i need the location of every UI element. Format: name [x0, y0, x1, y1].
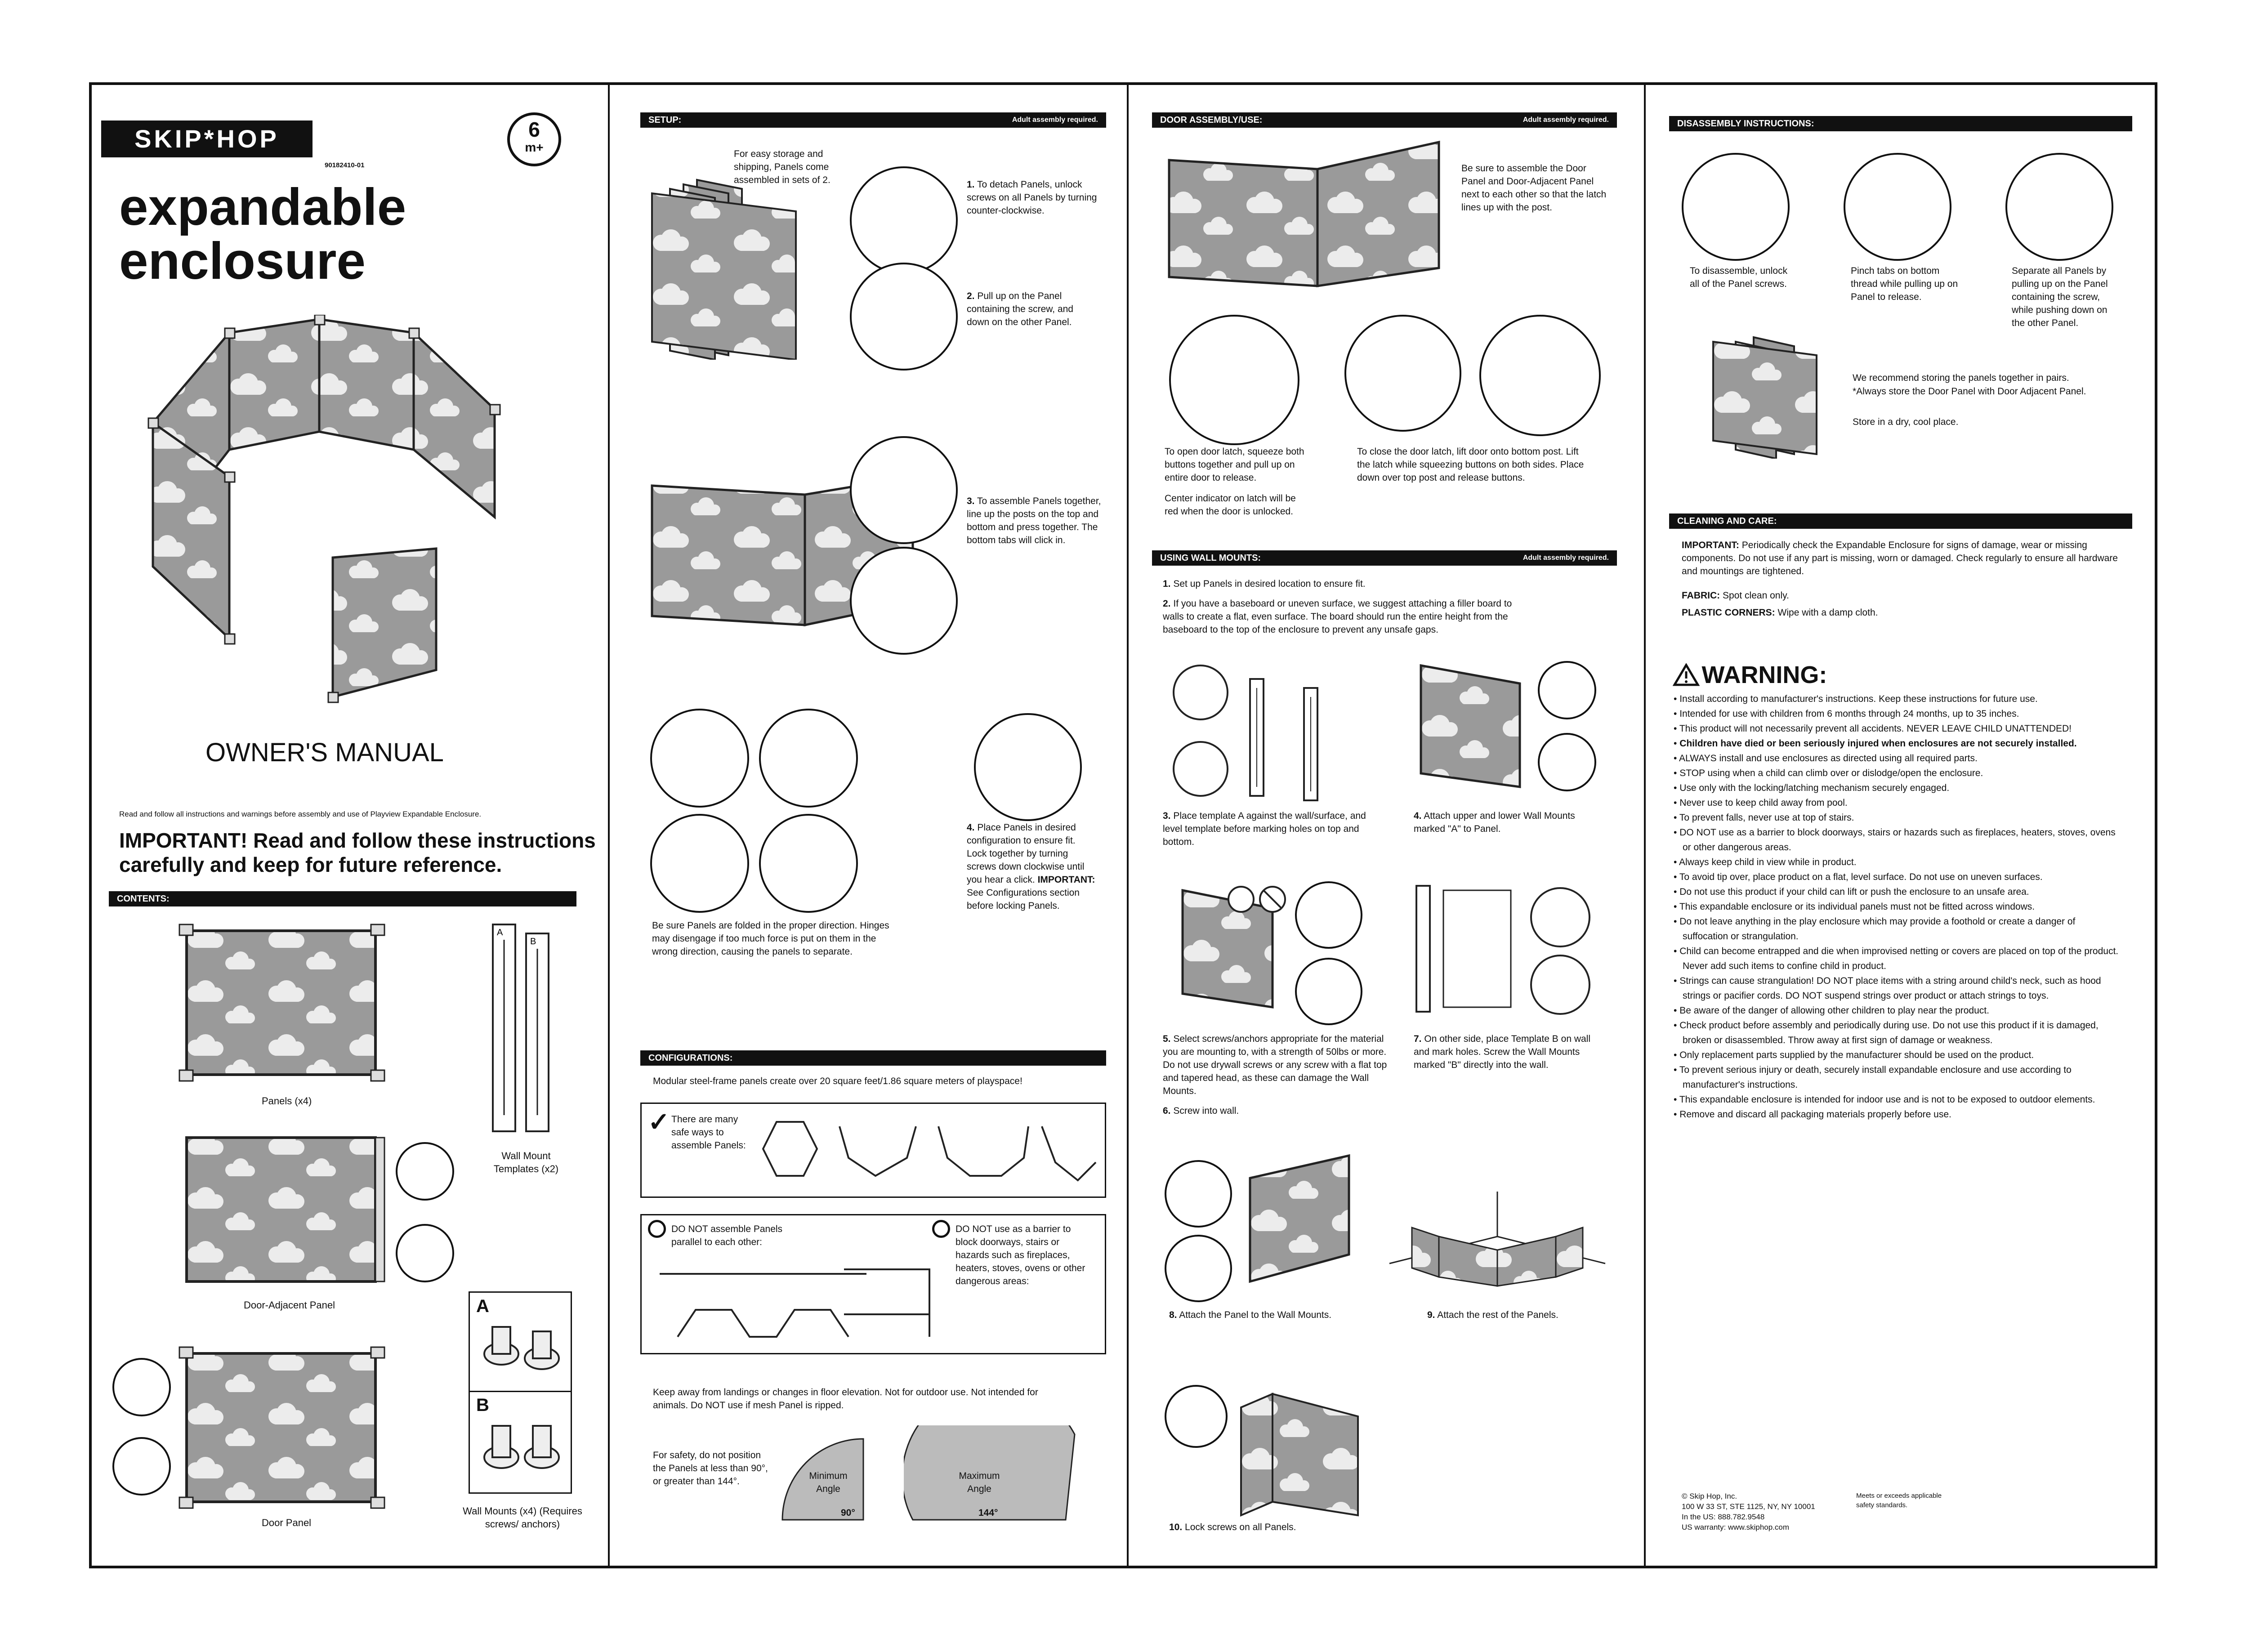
product-title-line1: expandable	[119, 178, 406, 236]
warning-item	[1674, 766, 2123, 781]
warning-item-text: Use only with the locking/latching mechanism securely engaged.	[1679, 783, 1950, 793]
open-latch-detail	[1169, 315, 1299, 445]
bullet: •	[1674, 827, 1680, 838]
bullet: •	[1674, 887, 1680, 897]
maximum-angle-label: Maximum Angle	[959, 1471, 1000, 1494]
bullet: •	[1674, 783, 1680, 793]
column-divider	[1127, 82, 1129, 1568]
minimum-angle-label: Minimum Angle	[809, 1471, 848, 1494]
footer-address: 100 W 33 ST, STE 1125, NY, NY 10001	[1682, 1502, 1815, 1511]
setup-step-1-number: 1.	[967, 179, 975, 190]
warning-item	[1674, 1048, 2123, 1063]
wall-mount-a-label: A	[476, 1296, 489, 1316]
bullet: •	[1674, 709, 1680, 719]
wall-step-9-number: 9.	[1427, 1310, 1435, 1320]
line-up-posts-detail	[850, 436, 958, 544]
warning-triangle-icon	[1673, 663, 1700, 687]
bullet: •	[1674, 946, 1680, 956]
bullet: •	[1674, 1094, 1679, 1105]
setup-step-3	[967, 495, 1102, 547]
stored-panels-illustration	[1704, 333, 1839, 459]
svg-text:B: B	[530, 937, 536, 947]
brand-logo: SKIP*HOP	[101, 121, 313, 157]
pinch-tabs-detail	[1844, 153, 1951, 261]
warning-item-text: Only replacement parts supplied by the manufacturer should be used on the product.	[1679, 1050, 2034, 1060]
door-assembly-header-label: DOOR ASSEMBLY/USE:	[1160, 115, 1263, 125]
setup-step-2-number: 2.	[967, 291, 975, 301]
warning-item-text: This product will not necessarily prevent all accidents. NEVER LEAVE CHILD UNATTENDED!	[1679, 723, 2072, 734]
wall-step-1-number: 1.	[1163, 579, 1171, 589]
pull-panel-detail	[850, 263, 958, 371]
important-notice-line2: carefully and keep for future reference.	[119, 853, 502, 876]
no-barrier-text: DO NOT use as a barrier to block doorways, stairs or hazards such as fireplaces, heaters, stoves, ovens or other dangerous areas:	[956, 1224, 1085, 1286]
wall-step-6-number: 6.	[1163, 1106, 1171, 1116]
wall-step-3	[1163, 809, 1379, 848]
warning-item	[1674, 706, 2123, 721]
warning-title	[1673, 661, 1827, 688]
wall-step-7-text: On other side, place Template B on wall and mark holes. Screw the Wall Mounts marked "B" directly into the wall.	[1414, 1034, 1591, 1070]
wall-step-4	[1414, 809, 1594, 835]
wall-step-1-text: Set up Panels in desired location to ensure fit.	[1173, 579, 1366, 589]
door-panel-illustration	[178, 1344, 393, 1520]
wall-mount-b-label: B	[476, 1395, 489, 1415]
setup-step-4-important-text: See Configurations section before locking Panels.	[967, 888, 1080, 911]
cleaning-plastic-label: PLASTIC CORNERS:	[1682, 607, 1775, 618]
mount-a-upper-detail	[1295, 881, 1362, 949]
configurations-header	[640, 1050, 1106, 1066]
separate-panels-detail	[2005, 153, 2113, 261]
setup-step-4	[967, 821, 1097, 912]
warning-item-text: This expandable enclosure or its individual panels must not be fitted across windows.	[1679, 902, 2035, 912]
bullet: •	[1674, 872, 1679, 882]
wall-step-10-text: Lock screws on all Panels.	[1185, 1522, 1296, 1532]
fold-correct-top-detail	[650, 709, 749, 808]
fold-correct-bottom-detail	[650, 814, 749, 913]
detail-circle	[112, 1358, 171, 1416]
warning-item	[1674, 884, 2123, 899]
disassembly-step-2: Pinch tabs on bottom thread while pulling up on Panel to release.	[1851, 266, 1958, 302]
cleaning-fabric-text: Spot clean only.	[1723, 590, 1789, 601]
disassembly-header	[1669, 116, 2132, 131]
wall-step-4-text: Attach upper and lower Wall Mounts marked "A" to Panel.	[1414, 811, 1575, 834]
wall-step-5-text: Select screws/anchors appropriate for the material you are mounting to, with a strength of 50lbs or more. Do not use drywall screws or any screw with a flat top and tapered head, as these can damage the Wall Mounts.	[1163, 1034, 1387, 1096]
warning-item	[1674, 1092, 2123, 1107]
wall-step-4-number: 4.	[1414, 811, 1422, 821]
stacked-panels-illustration	[643, 171, 832, 360]
warning-item-text: Strings can cause strangulation! DO NOT place items with a string around child's neck, such as hood strings or pacifier cords. DO NOT suspend strings over product or attach strings to toys.	[1679, 976, 2101, 1001]
wall-step-9-text: Attach the rest of the Panels.	[1437, 1310, 1558, 1320]
warning-item	[1674, 1107, 2123, 1122]
wall-step-7	[1414, 1032, 1603, 1072]
warning-item	[1674, 1063, 2123, 1092]
template-b-illustration	[1407, 877, 1605, 1021]
maximum-angle-value: 144°	[978, 1508, 998, 1518]
wall-step-2-number: 2.	[1163, 598, 1171, 609]
bullet: •	[1674, 1005, 1680, 1016]
warning-item	[1674, 721, 2123, 736]
mount-a-lower-detail	[1295, 958, 1362, 1025]
fold-wrong-top-detail	[759, 709, 858, 808]
setup-step-1-text: To detach Panels, unlock screws on all Panels by turning counter-clockwise.	[967, 179, 1097, 216]
storage-note-2: *Always store the Door Panel with Door Adjacent Panel.	[1853, 386, 2086, 397]
detail-circle	[396, 1224, 454, 1282]
door-adjacent-panel-illustration	[178, 1129, 402, 1299]
warning-title-text: WARNING:	[1701, 661, 1827, 688]
setup-step-2	[967, 290, 1097, 329]
cleaning-important-text: Periodically check the Expandable Enclosure for signs of damage, wear or missing components. Do not use if any part is missing, worn or damaged. Check regularly to ensure all hardware and mountings are tightened.	[1682, 540, 2118, 576]
part-number: 90182410-01	[325, 161, 365, 169]
panels-caption: Panels (x4)	[262, 1095, 312, 1107]
cleaning-plastic	[1682, 606, 2122, 619]
footer-warranty: US warranty: www.skiphop.com	[1682, 1523, 1790, 1531]
setup-header	[640, 112, 1106, 128]
cleaning-fabric	[1682, 589, 2122, 602]
warning-item-text: To prevent serious injury or death, securely install expandable enclosure and use according to manufacturer's instructions.	[1679, 1065, 2072, 1090]
bottom-tabs-detail	[850, 547, 958, 655]
cleaning-header	[1669, 513, 2132, 529]
warning-item-text: Child can become entrapped and die when improvised netting or covers are placed on top of the product. Never add such items to confine child in product.	[1679, 946, 2119, 971]
wall-step-8-number: 8.	[1169, 1310, 1177, 1320]
door-assemble-text: Be sure to assemble the Door Panel and Door-Adjacent Panel next to each other so that the latch lines up with the post.	[1461, 163, 1607, 213]
close-latch-detail-1	[1344, 315, 1461, 432]
contents-header	[109, 891, 576, 906]
rest-of-panels-illustration	[1385, 1187, 1610, 1295]
wall-step-10	[1169, 1521, 1349, 1534]
wall-step-3-text: Place template A against the wall/surface, and level template before marking holes on top and bottom.	[1163, 811, 1366, 847]
checkmark-icon: ✓	[648, 1107, 670, 1137]
lock-screws-detail	[1165, 1385, 1228, 1448]
age-badge-number: 6	[528, 118, 540, 141]
warning-item	[1674, 781, 2123, 795]
upper-mount-detail	[1538, 661, 1596, 719]
door-adult-note: Adult assembly required.	[1523, 116, 1609, 124]
prohibited-icon	[932, 1220, 950, 1238]
wall-step-2	[1163, 597, 1527, 636]
door-close-text: To close the door latch, lift door onto bottom post. Lift the latch while squeezing buttons on both sides. Place down over top post and release buttons.	[1357, 446, 1584, 483]
wall-step-3-number: 3.	[1163, 811, 1171, 821]
door-panels-illustration	[1156, 133, 1452, 304]
warning-item-text: Install according to manufacturer's instructions. Keep these instructions for future use.	[1679, 694, 2038, 704]
bullet: •	[1674, 1065, 1679, 1075]
templates-caption: Wall Mount Templates (x2)	[493, 1150, 559, 1174]
door-indicator-text: Center indicator on latch will be red when the door is unlocked.	[1165, 493, 1296, 517]
wall-step-1	[1163, 577, 1603, 590]
bullet: •	[1674, 738, 1680, 749]
warning-item-text: Children have died or been seriously injured when enclosures are not securely installed.	[1679, 738, 2077, 749]
angle-safety-note: For safety, do not position the Panels at less than 90°, or greater than 144°.	[653, 1450, 768, 1487]
attach-panel-lower-detail	[1165, 1235, 1232, 1302]
cleaning-fabric-label: FABRIC:	[1682, 590, 1720, 601]
contents-header-label: CONTENTS:	[117, 894, 170, 904]
fold-wrong-bottom-detail	[759, 814, 858, 913]
wall-step-5-number: 5.	[1163, 1034, 1171, 1044]
warning-item-text: To avoid tip over, place product on a flat, level surface. Do not use on uneven surfaces.	[1679, 872, 2043, 882]
warning-item-text: This expandable enclosure is intended for indoor use and is not to be exposed to outdoor elements.	[1679, 1094, 2095, 1105]
bullet: •	[1674, 916, 1680, 927]
setup-storage-note: For easy storage and shipping, Panels come assembled in sets of 2.	[734, 149, 831, 185]
setup-step-3-number: 3.	[967, 496, 975, 506]
panel-illustration	[178, 922, 393, 1093]
safe-configurations-box	[640, 1103, 1106, 1198]
wall-step-6-text: Screw into wall.	[1173, 1106, 1239, 1116]
column-divider	[608, 82, 610, 1568]
warning-item	[1674, 751, 2123, 766]
important-notice-line1: IMPORTANT! Read and follow these instructions	[119, 829, 596, 852]
cleaning-important-label: IMPORTANT:	[1682, 540, 1739, 550]
footer-copyright: © Skip Hop, Inc.	[1682, 1492, 1737, 1500]
bullet: •	[1674, 768, 1680, 778]
warning-item-text: Intended for use with children from 6 months through 24 months, up to 35 inches.	[1679, 709, 2019, 719]
setup-step-4-important-label: IMPORTANT:	[1037, 875, 1095, 885]
bullet: •	[1674, 1020, 1680, 1031]
product-title-line2: enclosure	[119, 232, 366, 290]
bullet: •	[1674, 976, 1680, 986]
warning-item	[1674, 810, 2123, 825]
warning-item	[1674, 795, 2123, 810]
bullet: •	[1674, 813, 1679, 823]
keep-away-note: Keep away from landings or changes in floor elevation. Not for outdoor use. Not intended for animals. Do NOT use if mesh Panel is ripped.	[653, 1387, 1038, 1411]
warning-item-text: Do not use this product if your child can lift or push the enclosure to an unsafe area.	[1679, 887, 2029, 897]
bullet: •	[1674, 902, 1679, 912]
storage-note-3: Store in a dry, cool place.	[1853, 417, 1959, 427]
lower-mount-detail	[1538, 733, 1596, 791]
unlock-screw-detail	[850, 166, 958, 274]
wall-mounts-header-label: USING WALL MOUNTS:	[1160, 553, 1261, 563]
unsafe-configurations-box	[640, 1214, 1106, 1354]
cleaning-important	[1682, 539, 2122, 578]
warning-item	[1674, 944, 2123, 973]
age-badge-unit: m+	[525, 140, 544, 154]
setup-step-4-number: 4.	[967, 822, 975, 833]
owners-manual-label: OWNER'S MANUAL	[205, 738, 444, 767]
attach-panel-upper-detail	[1165, 1160, 1232, 1228]
wall-step-8-text: Attach the Panel to the Wall Mounts.	[1179, 1310, 1332, 1320]
configurations-intro: Modular steel-frame panels create over 20 square feet/1.86 square meters of playspace!	[653, 1076, 1023, 1086]
door-panel-caption: Door Panel	[262, 1517, 312, 1528]
divider	[470, 1391, 571, 1392]
safe-configurations-text: There are many safe ways to assemble Panels:	[671, 1114, 746, 1151]
warning-item	[1674, 825, 2123, 855]
wall-mount-a-illustration	[479, 1318, 564, 1385]
warning-item-text: Remove and discard all packaging materials properly before use.	[1679, 1109, 1951, 1120]
setup-header-label: SETUP:	[648, 115, 682, 125]
configuration-shapes-illustration	[759, 1113, 1100, 1189]
wall-mounts-header	[1152, 550, 1617, 566]
bullet: •	[1674, 857, 1679, 867]
age-badge	[507, 112, 561, 166]
door-assembly-header	[1152, 112, 1617, 128]
setup-adult-note: Adult assembly required.	[1012, 116, 1098, 124]
warning-item	[1674, 914, 2123, 944]
bullet: •	[1674, 694, 1680, 704]
warning-item-text: Do not leave anything in the play enclosure which may provide a foothold or create a danger of suffocation or strangulation.	[1679, 916, 2076, 942]
bullet: •	[1674, 723, 1679, 734]
lock-screws-illustration	[1232, 1389, 1367, 1524]
setup-step-4-text: Place Panels in desired configuration to ensure fit. Lock together by turning screws down clockwise until you hear a click.	[967, 822, 1085, 885]
attach-panel-illustration	[1241, 1151, 1358, 1286]
warning-item-text: ALWAYS install and use enclosures as directed using all required parts.	[1679, 753, 1978, 763]
setup-step-2-text: Pull up on the Panel containing the screw, and down on the other Panel.	[967, 291, 1073, 327]
intro-text: Read and follow all instructions and warnings before assembly and use of Playview Expandable Enclosure.	[119, 810, 482, 818]
door-open-text: To open door latch, squeeze both buttons together and pull up on entire door to release.	[1165, 446, 1304, 483]
warning-list	[1674, 692, 2123, 1122]
warning-item-text: DO NOT use as a barrier to block doorways, stairs or hazards such as fireplaces, heaters, stoves, ovens or other dangerous areas.	[1679, 827, 2116, 853]
wall-step-9	[1427, 1308, 1607, 1322]
wall-step-7-number: 7.	[1414, 1034, 1422, 1044]
wall-adult-note: Adult assembly required.	[1523, 554, 1609, 562]
disassembly-step-3: Separate all Panels by pulling up on the Panel containing the screw, while pushing down on the other Panel.	[2012, 266, 2108, 328]
bullet: •	[1674, 1050, 1680, 1060]
enclosure-hero-illustration	[139, 315, 508, 710]
unlock-screws-detail	[1682, 153, 1790, 261]
warning-item-text: Always keep child in view while in product.	[1679, 857, 1857, 867]
bullet: •	[1674, 798, 1680, 808]
detail-circle	[112, 1437, 171, 1496]
wall-step-5	[1163, 1032, 1388, 1098]
footer-us-phone: In the US: 888.782.9548	[1682, 1513, 1765, 1521]
warning-item	[1674, 1018, 2123, 1048]
warning-item	[1674, 870, 2123, 884]
warning-item	[1674, 973, 2123, 1003]
disassembly-header-label: DISASSEMBLY INSTRUCTIONS:	[1677, 119, 1814, 129]
bullet: •	[1674, 1109, 1680, 1120]
close-latch-detail-2	[1479, 315, 1601, 436]
wall-mounts-box	[469, 1291, 572, 1494]
setup-step-1	[967, 178, 1097, 217]
minimum-angle-value: 90°	[841, 1508, 855, 1518]
template-placement-illustration	[1169, 661, 1376, 805]
no-parallel-text: DO NOT assemble Panels parallel to each other:	[671, 1224, 783, 1247]
wall-step-2-text: If you have a baseboard or uneven surface, we suggest attaching a filler board to walls to create a flat, even surface. The board should run the entire height from the baseboard to the top of the enclosure to prevent any unsafe gaps.	[1163, 598, 1512, 635]
storage-note-1: We recommend storing the panels together in pairs.	[1853, 373, 2069, 383]
disassembly-step-1: To disassemble, unlock all of the Panel screws.	[1690, 266, 1788, 289]
warning-item-text: Be aware of the danger of allowing other children to play near the product.	[1679, 1005, 1989, 1016]
detail-circle	[396, 1142, 454, 1201]
cleaning-header-label: CLEANING AND CARE:	[1677, 516, 1777, 526]
configurations-header-label: CONFIGURATIONS:	[648, 1053, 733, 1063]
warning-item	[1674, 899, 2123, 914]
barrier-illustration	[839, 1260, 938, 1341]
warning-item-text: Check product before assembly and periodically during use. Do not use this product if it is damaged, broken or disassembled. Throw away at first sign of damage or weakness.	[1679, 1020, 2099, 1045]
wall-step-10-number: 10.	[1169, 1522, 1183, 1532]
fold-direction-note: Be sure Panels are folded in the proper direction. Hinges may disengage if too much force is put on them in the wrong direction, causing the panels to separate.	[652, 920, 889, 957]
setup-step-3-text: To assemble Panels together, line up the posts on the top and bottom and press together. The bottom tabs will click in.	[967, 496, 1101, 545]
prohibited-icon	[648, 1220, 666, 1238]
warning-item	[1674, 855, 2123, 870]
lock-screw-detail	[974, 713, 1082, 821]
warning-item	[1674, 692, 2123, 706]
wall-mount-templates-illustration	[490, 922, 562, 1138]
svg-text:A: A	[497, 928, 503, 938]
door-adjacent-caption: Door-Adjacent Panel	[244, 1299, 335, 1311]
wall-mount-b-illustration	[479, 1417, 564, 1484]
wall-step-8	[1169, 1308, 1349, 1322]
wall-mounts-caption: Wall Mounts (x4) (Requires screws/ anchors)	[463, 1505, 582, 1530]
cleaning-plastic-text: Wipe with a damp cloth.	[1777, 607, 1878, 618]
bullet: •	[1674, 753, 1679, 763]
warning-item	[1674, 1003, 2123, 1018]
column-divider	[1644, 82, 1646, 1568]
warning-item	[1674, 736, 2123, 751]
warning-item-text: Never use to keep child away from pool.	[1679, 798, 1848, 808]
warning-item-text: To prevent falls, never use at top of stairs.	[1679, 813, 1854, 823]
wall-step-6	[1163, 1104, 1343, 1117]
footer-standards: Meets or exceeds applicable safety standards.	[1856, 1492, 1942, 1509]
warning-item-text: STOP using when a child can climb over or dislodge/open the enclosure.	[1679, 768, 1983, 778]
